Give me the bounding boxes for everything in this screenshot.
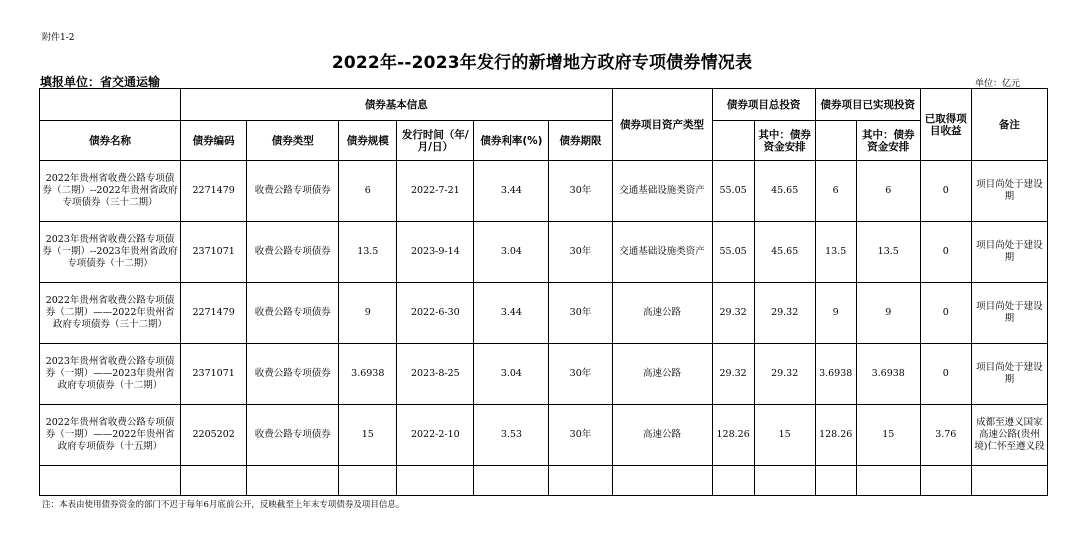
- header-code: 债券编码: [181, 121, 247, 161]
- row-code: 2371071: [181, 344, 247, 405]
- row-remark: 成都至遵义国家高速公路(贵州境)仁怀至遵义段: [971, 405, 1047, 466]
- empty-cell: [549, 466, 612, 496]
- row-name: 2023年贵州省收费公路专项债券（一期）——2023年贵州省政府专项债券（十二期）: [40, 344, 181, 405]
- empty-cell: [40, 466, 181, 496]
- row-term: 30年: [549, 344, 612, 405]
- row-income: 0: [920, 222, 971, 283]
- empty-cell: [754, 466, 815, 496]
- empty-cell: [920, 466, 971, 496]
- row-remark: 项目尚处于建设期: [971, 222, 1047, 283]
- empty-cell: [612, 466, 712, 496]
- row-rate: 3.04: [474, 222, 549, 283]
- row-rate: 3.44: [474, 283, 549, 344]
- row-asset-type: 高速公路: [612, 405, 712, 466]
- row-code: 2371071: [181, 222, 247, 283]
- row-rate: 3.53: [474, 405, 549, 466]
- header-term: 债券期限: [549, 121, 612, 161]
- empty-cell: [247, 466, 339, 496]
- attachment-label: 附件1-2: [42, 33, 75, 43]
- table-row: [40, 405, 1048, 466]
- header-asset-type: 债券项目资产类型: [612, 89, 712, 161]
- header-remark: 备注: [971, 89, 1047, 161]
- header-basic-info: 债券基本信息: [181, 89, 612, 121]
- row-total-invest: 55.05: [712, 222, 754, 283]
- row-name: 2022年贵州省收费公路专项债券（一期）——2022年贵州省政府专项债券（十五期）: [40, 405, 181, 466]
- row-issue-date: 2023-8-25: [397, 344, 474, 405]
- row-name: 2022年贵州省收费公路专项债券（二期）——2022年贵州省政府专项债券（三十二期）: [40, 283, 181, 344]
- row-term: 30年: [549, 161, 612, 222]
- row-income: 0: [920, 283, 971, 344]
- row-scale: 13.5: [339, 222, 397, 283]
- row-realized-invest: 9: [815, 283, 856, 344]
- row-code: 2271479: [181, 283, 247, 344]
- row-term: 30年: [549, 405, 612, 466]
- row-realized-invest: 13.5: [815, 222, 856, 283]
- row-type: 收费公路专项债券: [247, 161, 339, 222]
- row-realized-invest-sub: 15: [856, 405, 920, 466]
- empty-cell: [815, 466, 856, 496]
- row-realized-invest: 6: [815, 161, 856, 222]
- row-total-invest-sub: 29.32: [754, 344, 815, 405]
- empty-cell: [856, 466, 920, 496]
- header-total-invest: 债券项目总投资: [712, 89, 815, 121]
- header-type: 债券类型: [247, 121, 339, 161]
- row-total-invest-sub: 45.65: [754, 222, 815, 283]
- empty-row: [40, 466, 1048, 496]
- row-total-invest: 29.32: [712, 344, 754, 405]
- row-asset-type: 高速公路: [612, 283, 712, 344]
- table-row: [40, 161, 1048, 222]
- row-income: 0: [920, 161, 971, 222]
- header-scale: 债券规模: [339, 121, 397, 161]
- row-total-invest: 128.26: [712, 405, 754, 466]
- row-name: 2023年贵州省收费公路专项债券（一期）--2023年贵州省政府专项债券（十二期）: [40, 222, 181, 283]
- empty-cell: [181, 466, 247, 496]
- row-term: 30年: [549, 222, 612, 283]
- table-row: [40, 222, 1048, 283]
- row-asset-type: 交通基础设施类资产: [612, 222, 712, 283]
- unit-label: 单位：亿元: [975, 79, 1021, 89]
- row-issue-date: 2023-9-14: [397, 222, 474, 283]
- header-realized-blank: [815, 121, 856, 161]
- row-remark: 项目尚处于建设期: [971, 161, 1047, 222]
- header-realized-invest-sub: 其中：债券资金安排: [856, 121, 920, 161]
- row-total-invest-sub: 29.32: [754, 283, 815, 344]
- row-realized-invest-sub: 6: [856, 161, 920, 222]
- table-row: [40, 283, 1048, 344]
- row-income: 0: [920, 344, 971, 405]
- header-rate: 债券利率(%): [474, 121, 549, 161]
- header-issue-date: 发行时间（年/月/日）: [397, 121, 474, 161]
- header-income: 已取得项目收益: [920, 89, 971, 161]
- row-scale: 6: [339, 161, 397, 222]
- row-remark: 项目尚处于建设期: [971, 344, 1047, 405]
- row-scale: 15: [339, 405, 397, 466]
- row-realized-invest-sub: 3.6938: [856, 344, 920, 405]
- row-issue-date: 2022-6-30: [397, 283, 474, 344]
- empty-cell: [339, 466, 397, 496]
- row-term: 30年: [549, 283, 612, 344]
- footnote: 注：本表由使用债券资金的部门不迟于每年6月底前公开，反映截至上年末专项债券及项目信息。: [42, 500, 405, 510]
- row-total-invest-sub: 45.65: [754, 161, 815, 222]
- header-name: 债券名称: [40, 121, 181, 161]
- row-realized-invest: 128.26: [815, 405, 856, 466]
- row-asset-type: 高速公路: [612, 344, 712, 405]
- row-type: 收费公路专项债券: [247, 405, 339, 466]
- header-realized-invest: 债券项目已实现投资: [815, 89, 920, 121]
- row-issue-date: 2022-7-21: [397, 161, 474, 222]
- row-scale: 9: [339, 283, 397, 344]
- row-type: 收费公路专项债券: [247, 283, 339, 344]
- row-code: 2271479: [181, 161, 247, 222]
- row-scale: 3.6938: [339, 344, 397, 405]
- row-income: 3.76: [920, 405, 971, 466]
- row-total-invest: 29.32: [712, 283, 754, 344]
- row-issue-date: 2022-2-10: [397, 405, 474, 466]
- page-title: 2022年--2023年发行的新增地方政府专项债券情况表: [331, 53, 753, 73]
- row-asset-type: 交通基础设施类资产: [612, 161, 712, 222]
- row-total-invest-sub: 15: [754, 405, 815, 466]
- header-blank: [40, 89, 181, 121]
- empty-cell: [712, 466, 754, 496]
- empty-cell: [971, 466, 1047, 496]
- row-realized-invest-sub: 13.5: [856, 222, 920, 283]
- filler-unit: 填报单位：省交通运输: [40, 75, 161, 89]
- bond-table: [39, 88, 1048, 496]
- row-rate: 3.44: [474, 161, 549, 222]
- header-total-invest-sub: 其中：债券资金安排: [754, 121, 815, 161]
- row-realized-invest-sub: 9: [856, 283, 920, 344]
- row-realized-invest: 3.6938: [815, 344, 856, 405]
- row-type: 收费公路专项债券: [247, 344, 339, 405]
- row-code: 2205202: [181, 405, 247, 466]
- empty-cell: [397, 466, 474, 496]
- row-name: 2022年贵州省收费公路专项债券（二期）--2022年贵州省政府专项债券（三十二期）: [40, 161, 181, 222]
- row-type: 收费公路专项债券: [247, 222, 339, 283]
- header-total-blank: [712, 121, 754, 161]
- row-rate: 3.04: [474, 344, 549, 405]
- empty-cell: [474, 466, 549, 496]
- table-row: [40, 344, 1048, 405]
- row-total-invest: 55.05: [712, 161, 754, 222]
- row-remark: 项目尚处于建设期: [971, 283, 1047, 344]
